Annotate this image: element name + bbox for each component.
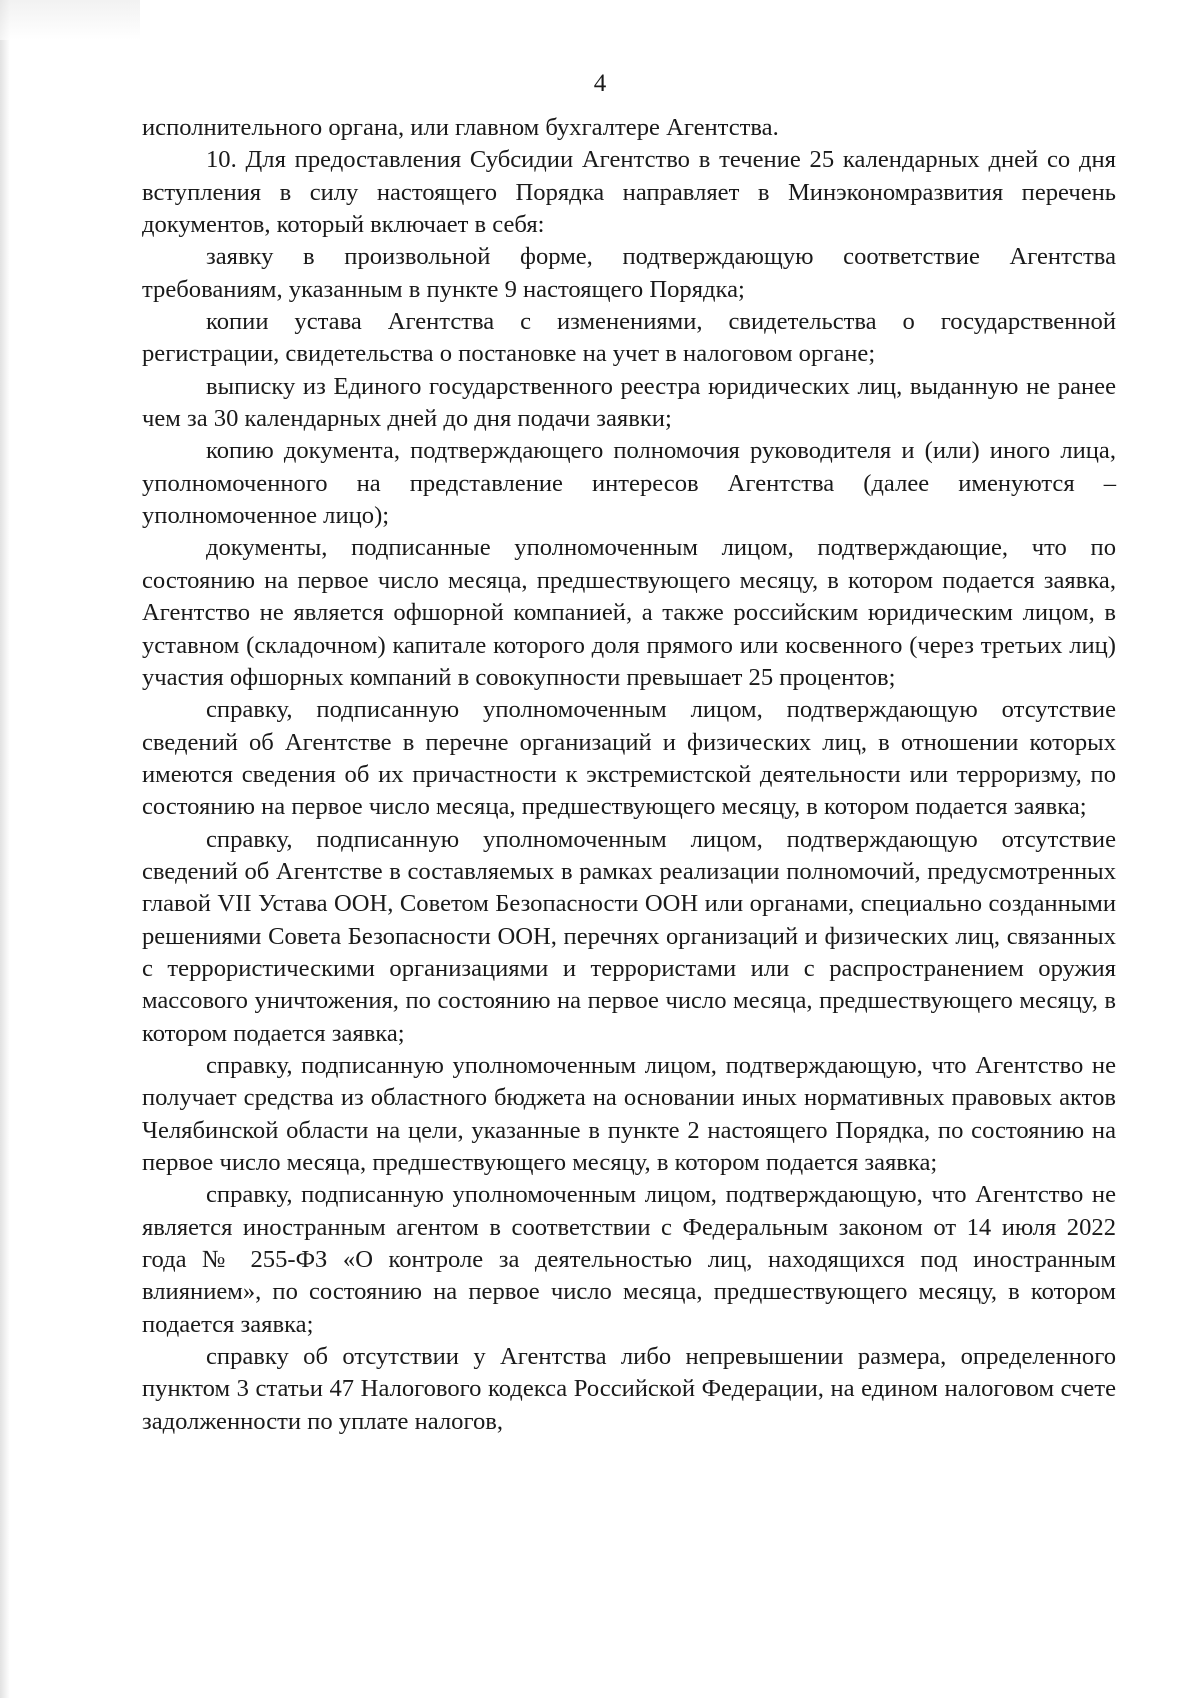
paragraph-offshore-documents: документы, подписанные уполномоченным лицом, подтверждающие, что по состоянию на первое число месяца, предшествующего месяцу, в котором подается заявка, Агентство не является офшорной компанией, а также российским юридическим лицом, в уставном (складочном) капитале которого доля прямого или косвенного (через третьих лиц) участия офшорных компаний в совокупности превышает 25 процентов; [142, 534, 1116, 691]
paragraph-registry-extract: выписку из Единого государственного реестра юридических лиц, выданную не ранее чем за 30 календарных дней до дня подачи заявки; [142, 372, 1116, 433]
paragraph-charter-copies: копии устава Агентства с изменениями, свидетельства о государственной регистрации, свидетельства о постановке на учет в налоговом органе; [142, 308, 1116, 368]
paragraph-authority-document: копию документа, подтверждающего полномочия руководителя и (или) иного лица, уполномоченного на представление интересов Агентства (далее именуются – уполномоченное лицо); [142, 437, 1116, 530]
paragraph-continuation: исполнительного органа, или главном бухгалтере Агентства. [142, 114, 779, 141]
scan-edge-shadow [0, 0, 10, 1698]
paragraph-item-10: 10. Для предоставления Субсидии Агентство в течение 25 календарных дней со дня вступления в силу настоящего Порядка направляет в Минэкономразвития перечень документов, который включает в себя: [142, 146, 1116, 239]
page-number: 4 [593, 70, 607, 97]
paragraph-application: заявку в произвольной форме, подтверждающую соответствие Агентства требованиям, указанным в пункте 9 настоящего Порядка; [142, 243, 1116, 303]
paragraph-un-list-certificate: справку, подписанную уполномоченным лицом, подтверждающую отсутствие сведений об Агентстве в составляемых в рамках реализации полномочий, предусмотренных главой VII Устава ООН, Советом Безопасности ООН или органами, специально созданными решениями Совета Безопасности ООН, перечнях организаций и физических лиц, связанных с террористическими организациями и террористами или с распространением оружия массового уничтожения, по состоянию на первое число месяца, предшествующего месяцу, в котором подается заявка; [142, 825, 1116, 1047]
paragraph-tax-debt-certificate: справку об отсутствии у Агентства либо непревышении размера, определенного пунктом 3 статьи 47 Налогового кодекса Российской Федерации, на едином налоговом счете задолженности по уплате налогов, [142, 1343, 1116, 1435]
paragraph-foreign-agent-certificate: справку, подписанную уполномоченным лицом, подтверждающую, что Агентство не является иностранным агентом в соответствии с Федеральным законом от 14 июля 2022 года № 255-ФЗ «О контроле за деятельностью лиц, находящихся под иностранным влиянием», по состоянию на первое число месяца, предшествующего месяцу, в котором подается заявка; [142, 1181, 1116, 1338]
document-body [142, 112, 1116, 1438]
paragraph-extremism-certificate: справку, подписанную уполномоченным лицом, подтверждающую отсутствие сведений об Агентстве в перечне организаций и физических лиц, в отношении которых имеются сведения об их причастности к экстремистской деятельности или терроризму, по состоянию на первое число месяца, предшествующего месяцу, в котором подается заявка; [142, 696, 1116, 821]
scan-corner-shadow [0, 0, 140, 40]
paragraph-budget-certificate: справку, подписанную уполномоченным лицом, подтверждающую, что Агентство не получает средства из областного бюджета на основании иных нормативных правовых актов Челябинской области на цели, указанные в пункте 2 настоящего Порядка, по состоянию на первое число месяца, предшествующего месяцу, в котором подается заявка; [142, 1051, 1116, 1176]
